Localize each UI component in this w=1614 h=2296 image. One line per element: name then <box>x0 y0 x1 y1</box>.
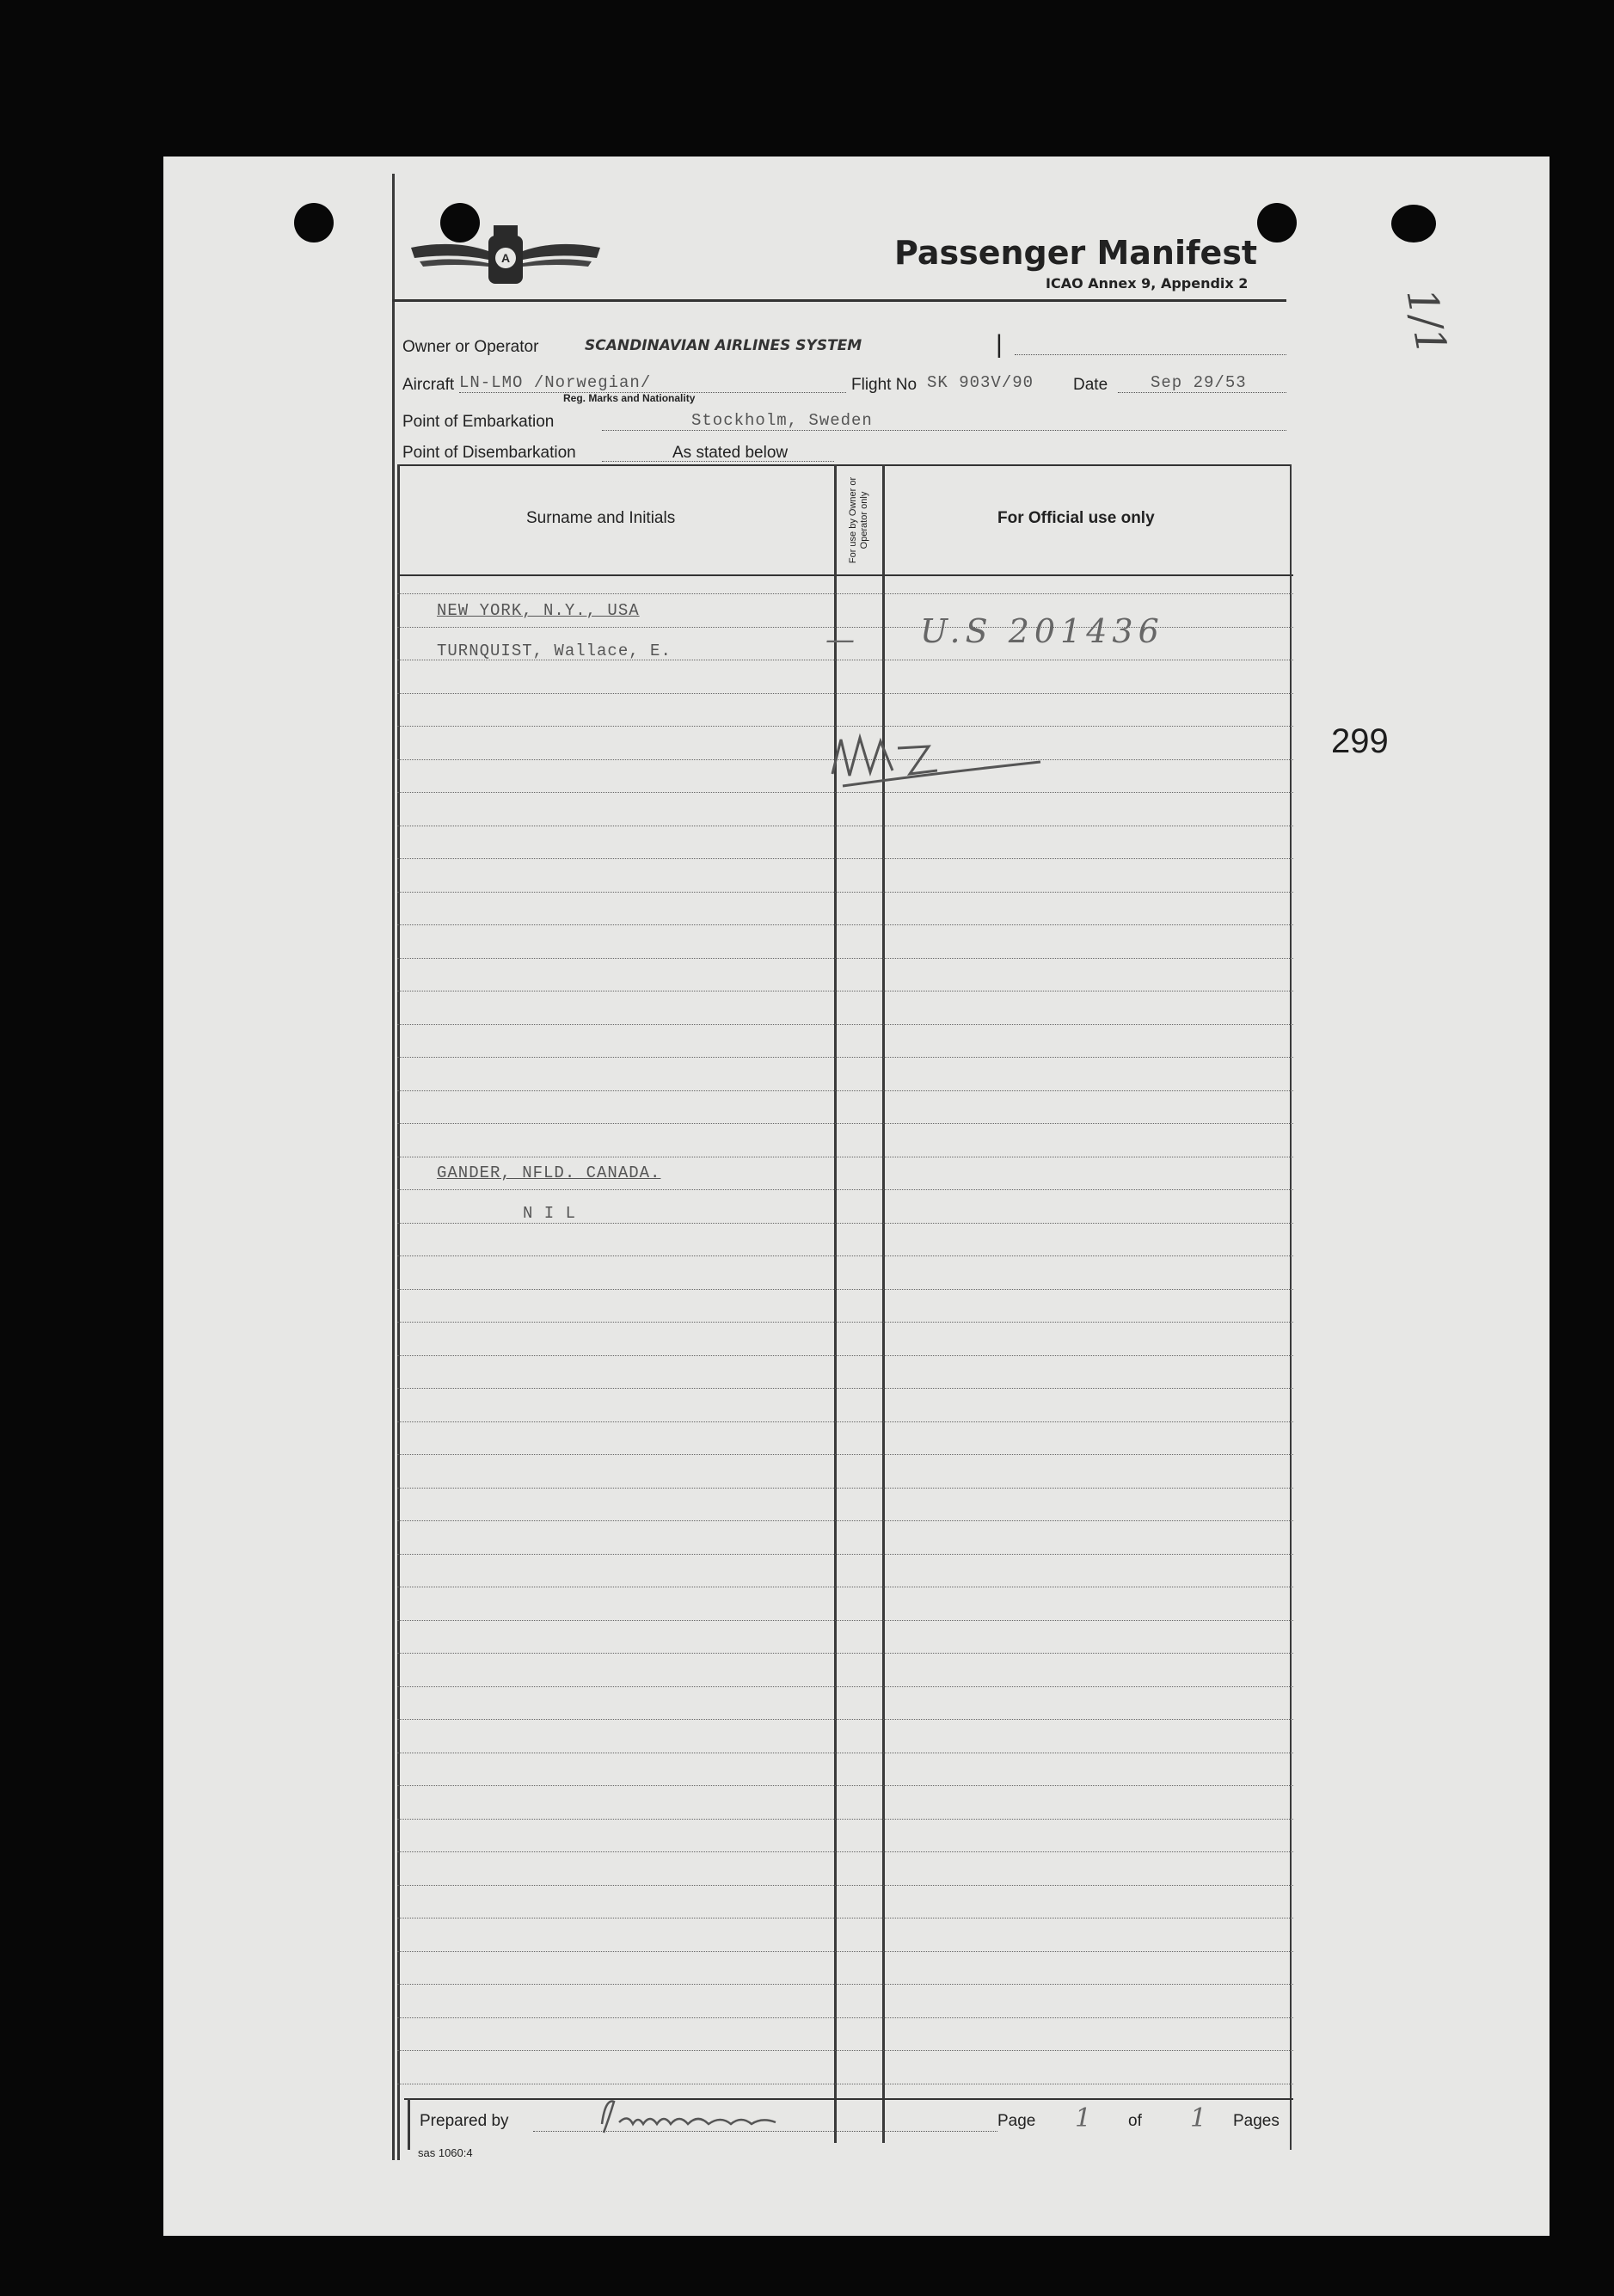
of-label: of <box>1128 2112 1142 2130</box>
surname-column-header: Surname and Initials <box>526 509 676 527</box>
embarkation-line <box>602 430 1286 431</box>
row-rule <box>397 1421 1293 1422</box>
pages-label: Pages <box>1233 2112 1280 2130</box>
row-rule <box>397 1355 1293 1356</box>
header-rule <box>392 299 1286 302</box>
row-rule <box>397 924 1293 925</box>
owner-check-mark: — <box>825 623 855 657</box>
aircraft-value: LN-LMO /Norwegian/ <box>459 373 652 392</box>
row-rule <box>397 858 1293 859</box>
row-rule <box>397 1090 1293 1091</box>
row-rule <box>397 1488 1293 1489</box>
flight-value: SK 903V/90 <box>927 373 1034 392</box>
row-rule <box>397 1885 1293 1886</box>
row-rule <box>397 1454 1293 1455</box>
official-initials-scribble <box>825 722 1049 800</box>
disembarkation-label: Point of Disembarkation <box>402 444 576 462</box>
row-rule <box>397 1255 1293 1256</box>
owner-divider-mark: | <box>996 330 1003 359</box>
row-rule <box>397 892 1293 893</box>
embarkation-value: Stockholm, Sweden <box>691 411 873 430</box>
row-rule <box>397 2017 1293 2018</box>
date-value: Sep 29/53 <box>1151 373 1247 392</box>
date-label: Date <box>1073 376 1108 394</box>
owner-col-left-border <box>834 464 837 2143</box>
official-column-header: For Official use only <box>997 509 1155 527</box>
row-rule <box>397 1388 1293 1389</box>
owner-line <box>1015 354 1286 355</box>
row-rule <box>397 1819 1293 1820</box>
table-right-border <box>1290 464 1292 2150</box>
flight-label: Flight No <box>851 376 917 394</box>
page-number: 1 <box>1075 2103 1092 2133</box>
form-title: Passenger Manifest <box>894 234 1258 272</box>
table-header-rule <box>397 574 1293 576</box>
row-rule <box>397 693 1293 694</box>
owner-col-right-border <box>882 464 885 2143</box>
row-rule <box>397 1719 1293 1720</box>
punch-hole-edge <box>1391 205 1436 242</box>
svg-text:A: A <box>500 251 511 265</box>
owner-column-header: For use by Owner or Operator only <box>848 476 869 564</box>
destination-gander: GANDER, NFLD. CANADA. <box>437 1163 661 1182</box>
row-rule <box>397 593 1293 594</box>
row-rule <box>397 1653 1293 1654</box>
disembarkation-line <box>602 461 834 462</box>
punch-hole-left <box>294 203 334 242</box>
total-pages: 1 <box>1190 2103 1207 2133</box>
owner-label: Owner or Operator <box>402 338 539 356</box>
margin-fraction: 1/1 <box>1396 285 1456 359</box>
row-rule <box>397 1024 1293 1025</box>
aircraft-line <box>459 392 846 393</box>
row-rule <box>397 958 1293 959</box>
row-rule <box>397 1123 1293 1124</box>
row-rule <box>397 2050 1293 2051</box>
row-rule <box>397 1686 1293 1687</box>
row-rule <box>397 1322 1293 1323</box>
footer-rule <box>404 2098 1293 2100</box>
date-line <box>1118 392 1286 393</box>
page-label: Page <box>997 2112 1036 2130</box>
preparer-signature <box>593 2090 808 2141</box>
row-rule <box>397 1785 1293 1786</box>
footer-left-border <box>408 2098 410 2150</box>
form-subtitle: ICAO Annex 9, Appendix 2 <box>1046 275 1249 292</box>
nil-entry: N I L <box>523 1204 577 1223</box>
row-rule <box>397 1189 1293 1190</box>
row-rule <box>397 1984 1293 1985</box>
prepared-by-label: Prepared by <box>420 2112 509 2130</box>
row-rule <box>397 1620 1293 1621</box>
aircraft-sub-label: Reg. Marks and Nationality <box>563 392 696 404</box>
row-rule <box>397 1554 1293 1555</box>
disembarkation-value: As stated below <box>672 444 789 462</box>
form-code: sas 1060:4 <box>418 2146 473 2159</box>
airline-logo-icon <box>402 213 609 296</box>
destination-new-york: NEW YORK, N.Y., USA <box>437 601 640 620</box>
table-top-rule <box>397 464 1292 466</box>
frame-stamp-number: 299 <box>1331 722 1389 760</box>
row-rule <box>397 1951 1293 1952</box>
row-rule <box>397 1057 1293 1058</box>
passenger-name: TURNQUIST, Wallace, E. <box>437 642 672 660</box>
embarkation-label: Point of Embarkation <box>402 413 555 431</box>
row-rule <box>397 1851 1293 1852</box>
row-rule <box>397 1289 1293 1290</box>
aircraft-label: Aircraft <box>402 376 455 394</box>
owner-value: SCANDINAVIAN AIRLINES SYSTEM <box>585 337 862 354</box>
table-left-border <box>397 464 400 2160</box>
row-rule <box>397 1520 1293 1521</box>
official-entry: U.S 201436 <box>920 612 1164 650</box>
